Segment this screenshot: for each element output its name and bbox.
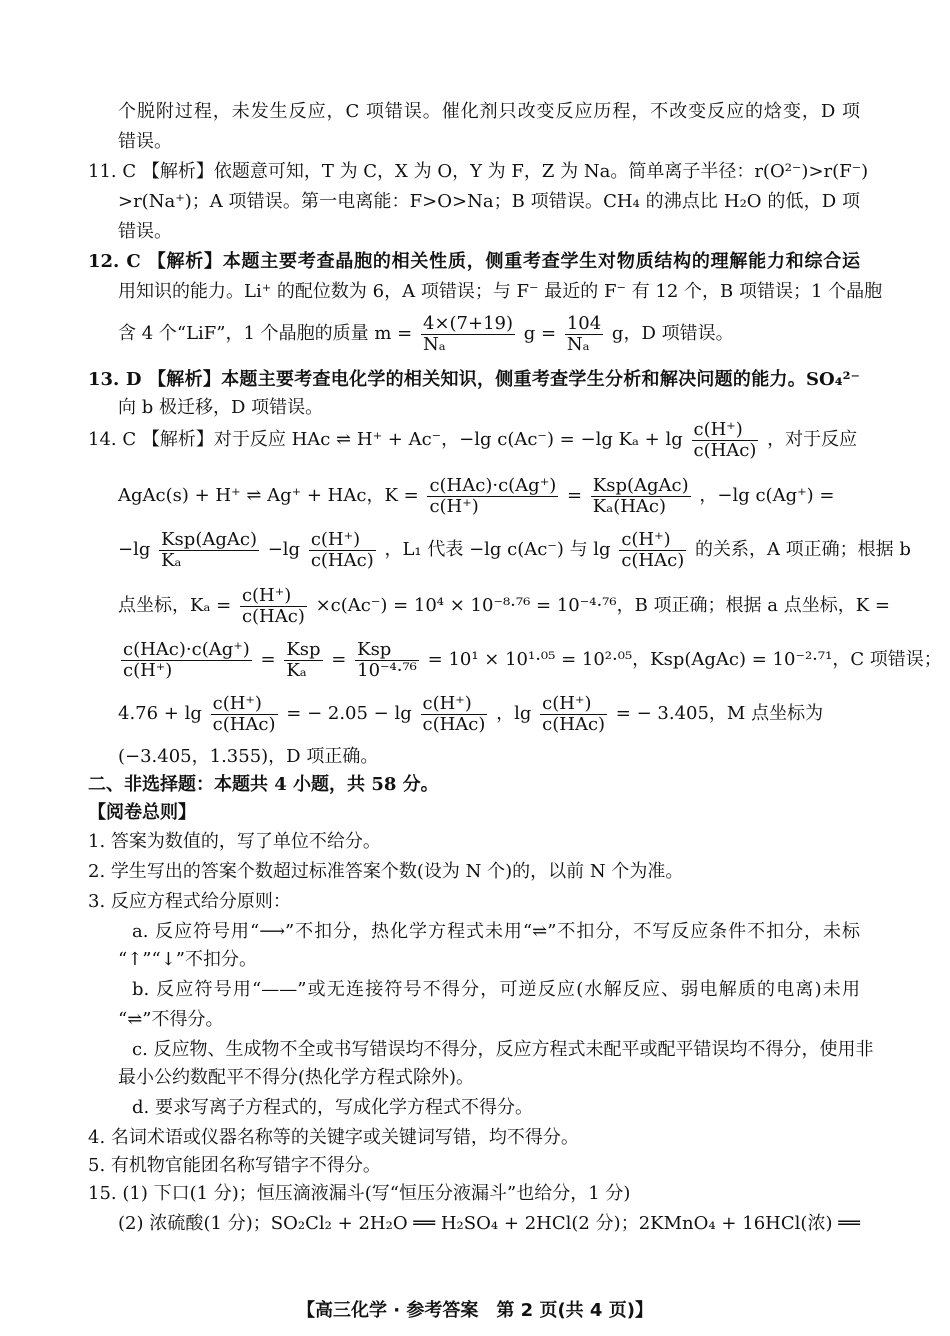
answer-15: 15. (1) 下口(1 分)；恒压滴液漏斗(写“恒压分液漏斗”也给分，1 分): [88, 1183, 631, 1204]
text-line: 错误。: [118, 131, 172, 152]
rule-2: 2. 学生写出的答案个数超过标准答案个数(设为 N 个)的，以前 N 个为准。: [88, 861, 684, 882]
text-line: 错误。: [118, 221, 172, 242]
section-heading: 二、非选择题：本题共 4 小题，共 58 分。: [88, 774, 439, 795]
rule-5: 5. 有机物官能团名称写错字不得分。: [88, 1155, 381, 1176]
text-line: (−3.405，1.355)，D 项正确。: [118, 746, 379, 767]
fraction: $\frac{c(H^+)}{\text{c(HAc)}}$: [310, 528, 374, 571]
answer-13: 13. D 【解析】本题主要考查电化学的相关知识，侧重考查学生分析和解决问题的能力。SO₄²⁻: [88, 369, 860, 390]
formula-line: 4.76 + lg $\frac{c(H^+)}{\text{c(HAc)}}$ = − 2.05 − lg $\frac{c(H^+)}{\text{c(HAc)}}$ ，lg $\frac{c(H^+)}{\text{c(HAc)}}$ = − 3.405，M 点坐标为: [118, 692, 824, 735]
fraction: $\frac{c(H^+)}{\text{c(HAc)}}$: [542, 692, 606, 735]
fraction: $\frac{104}{\text{Nₐ}}$: [566, 312, 602, 355]
text-line: “↑”“↓”不扣分。: [118, 949, 257, 970]
rule-1: 1. 答案为数值的，写了单位不给分。: [88, 831, 381, 852]
text-line: 最小公约数配平不得分(热化学方程式除外)。: [118, 1067, 475, 1088]
fraction: $\frac{\text{Ksp(AgAc)}}{\text{Kₐ(HAc)}}$: [592, 474, 689, 517]
fraction: $\frac{\text{Ksp(AgAc)}}{\text{Kₐ}}$: [161, 528, 257, 571]
fraction: $\frac{c(H^+)}{\text{c(HAc)}}$: [422, 692, 486, 735]
grading-rules-heading: 【阅卷总则】: [88, 802, 196, 823]
text-line: >r(Na⁺)；A 项错误。第一电离能：F>O>Na；B 项错误。CH₄ 的沸点比 H₂O 的低，D 项: [118, 191, 860, 212]
formula-line: 点坐标，Kₐ = $\frac{c(H^+)}{\text{c(HAc)}}$ ×c(Ac⁻) = 10⁴ × 10⁻⁸·⁷⁶ = 10⁻⁴·⁷⁶，B 项正确；根据 a 点坐标，K =: [118, 584, 890, 627]
rule-4: 4. 名词术语或仪器名称等的关键字或关键词写错，均不得分。: [88, 1127, 579, 1148]
text-line: 用知识的能力。Li⁺ 的配位数为 6，A 项错误；与 F⁻ 最近的 F⁻ 有 12 个，B 项错误；1 个晶胞: [118, 281, 883, 302]
answer-14: 14. C 【解析】对于反应 HAc ⇌ H⁺ + Ac⁻，−lg c(Ac⁻) = −lg Kₐ + lg $\frac{c(H^+)}{\text{c(HAc)}}$ ，对于反应: [88, 418, 858, 461]
text-line: “⇌”不得分。: [118, 1009, 224, 1030]
text-line: (2) 浓硫酸(1 分)；SO₂Cl₂ + 2H₂O ══ H₂SO₄ + 2HCl(2 分)；2KMnO₄ + 16HCl(浓) ══: [118, 1213, 860, 1234]
fraction: $\frac{4\times(7+19)}{\text{Nₐ}}$: [423, 312, 514, 355]
page-footer: 【高三化学 · 参考答案 第 2 页(共 4 页)】: [297, 1300, 653, 1321]
formula-line: AgAc(s) + H⁺ ⇌ Ag⁺ + HAc，K = $\frac{\text{c(HAc)·c(Ag⁺)}}{c(H^+)}$ = $\frac{\text{Ksp(AgAc)}}{\text{Kₐ(HAc)}}$ ，−lg c(Ag⁺) =: [118, 474, 835, 517]
fraction: $\frac{\text{c(HAc)·c(Ag⁺)}}{c(H^+)}$: [429, 474, 557, 517]
answer-12: 12. C 【解析】本题主要考查晶胞的相关性质，侧重考查学生对物质结构的理解能力和综合运: [88, 251, 860, 272]
rule-3a: a. 反应符号用“⟶”不扣分，热化学方程式未用“⇌”不扣分，不写反应条件不扣分，未标: [132, 921, 860, 942]
rule-3d: d. 要求写离子方程式的，写成化学方程式不得分。: [132, 1097, 533, 1118]
fraction: $\frac{c(H^+)}{\text{c(HAc)}}$: [621, 528, 685, 571]
fraction: $\frac{\text{c(HAc)·c(Ag⁺)}}{c(H^+)}$: [123, 638, 250, 681]
formula-line: 含 4 个“LiF”，1 个晶胞的质量 m = $\frac{4\times(7+19)}{\text{Nₐ}}$ g = $\frac{104}{\text{Nₐ}}$ g，D 项错误。: [118, 312, 734, 355]
fraction: $\frac{c(H^+)}{\text{c(HAc)}}$: [241, 584, 305, 627]
fraction: $\frac{c(H^+)}{\text{c(HAc)}}$: [693, 418, 757, 461]
fraction: $\frac{\text{Ksp}}{\text{10⁻⁴·⁷⁶}}$: [357, 638, 417, 681]
rule-3c: c. 反应物、生成物不全或书写错误均不得分，反应方程式未配平或配平错误均不得分，使用非: [132, 1039, 874, 1060]
fraction: $\frac{c(H^+)}{\text{c(HAc)}}$: [212, 692, 276, 735]
rule-3: 3. 反应方程式给分原则：: [88, 891, 291, 912]
text-line: 个脱附过程，未发生反应，C 项错误。催化剂只改变反应历程，不改变反应的焓变，D 项: [118, 101, 860, 122]
formula-line: $\frac{\text{c(HAc)·c(Ag⁺)}}{c(H^+)}$ = $\frac{\text{Ksp}}{\text{Kₐ}}$ = $\frac{\text{Ksp}}{\text{10⁻⁴·⁷⁶}}$ = 10¹ × 10¹·⁰⁵ = 10²·⁰⁵，Ksp(AgAc) = 10⁻²·⁷¹，C 项错误；: [123, 638, 942, 681]
formula-line: −lg $\frac{\text{Ksp(AgAc)}}{\text{Kₐ}}$ −lg $\frac{c(H^+)}{\text{c(HAc)}}$ ，L₁ 代表 −lg c(Ac⁻) 与 lg $\frac{c(H^+)}{\text{c(HAc)}}$ 的关系，A 项正确；根据 b: [118, 528, 911, 571]
text-line: 向 b 极迁移，D 项错误。: [118, 397, 324, 418]
fraction: $\frac{\text{Ksp}}{\text{Kₐ}}$: [286, 638, 321, 681]
answer-11: 11. C 【解析】依题意可知，T 为 C，X 为 O，Y 为 F，Z 为 Na。简单离子半径：r(O²⁻)>r(F⁻): [88, 161, 869, 182]
rule-3b: b. 反应符号用“——”或无连接符号不得分，可逆反应(水解反应、弱电解质的电离)未用: [132, 979, 860, 1000]
